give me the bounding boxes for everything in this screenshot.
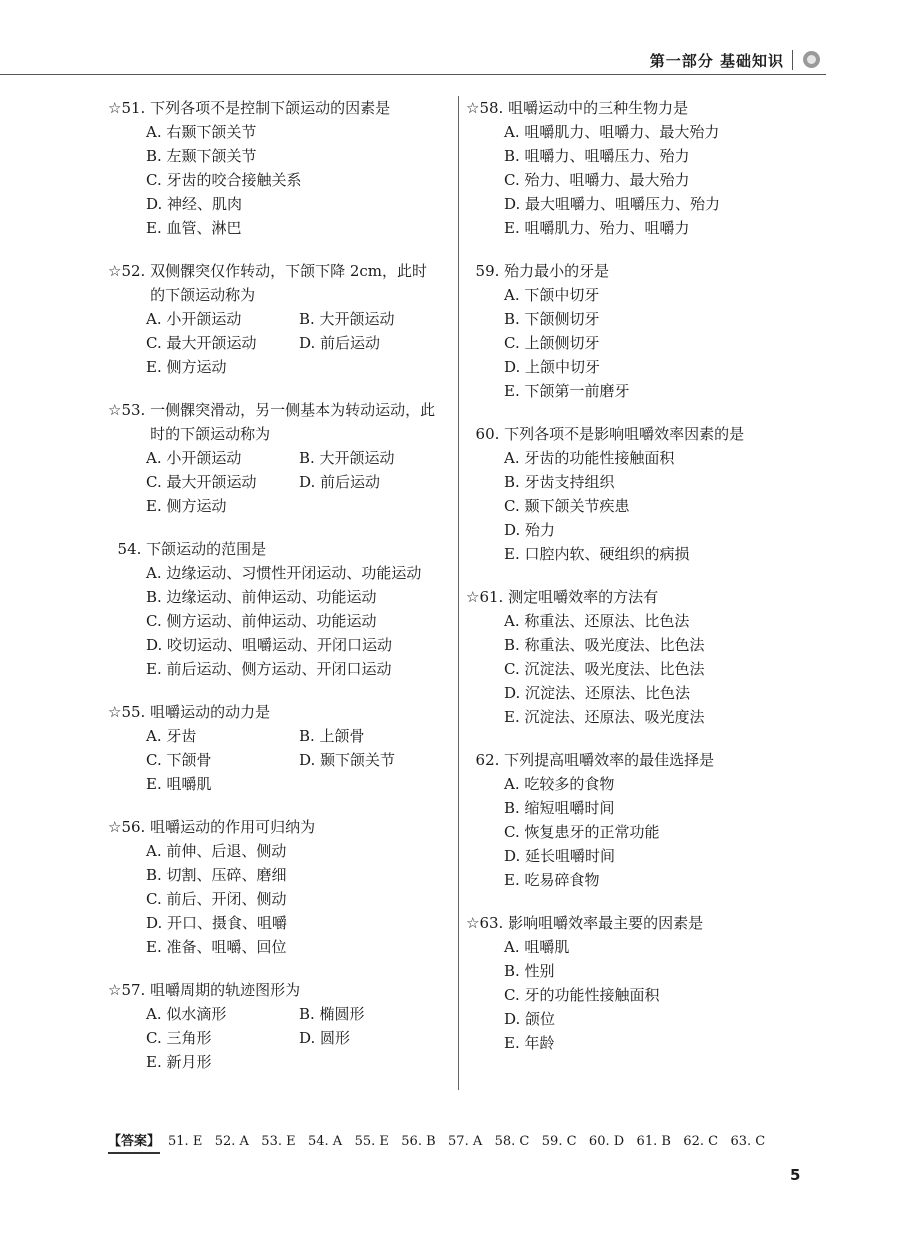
answer-option: E. 咀嚼肌力、殆力、咀嚼力 (504, 219, 690, 237)
question-number: ☆56. (108, 818, 151, 836)
answer-option: D. 咬切运动、咀嚼运动、开闭口运动 (146, 636, 393, 654)
question-item (108, 537, 438, 681)
answer-option: B. 上颌骨 (299, 727, 365, 745)
question-stem (108, 537, 438, 561)
answer-option: D. 最大咀嚼力、咀嚼压力、殆力 (504, 195, 721, 213)
section-title: 第一部分 基础知识 (649, 52, 784, 70)
question-item (108, 96, 438, 240)
question-number: ☆57. (108, 981, 151, 999)
question-number: ☆51. (108, 99, 151, 117)
option-list (466, 609, 796, 729)
answer-key (108, 1131, 818, 1153)
answer-option: E. 血管、淋巴 (146, 219, 242, 237)
answer-option: D. 延长咀嚼时间 (504, 847, 616, 865)
header-separator (792, 50, 794, 70)
answer-option: D. 前后运动 (299, 334, 381, 352)
answer-option: D. 上颌中切牙 (504, 358, 601, 376)
answer-key-values: 51. E 52. A 53. E 54. A 55. E 56. B 57. A 58. C 59. C 60. D 61. B 62. C 63. C (168, 1134, 766, 1149)
answer-option: B. 称重法、吸光度法、比色法 (504, 636, 705, 654)
question-number: 60. (466, 425, 505, 443)
answer-option: A. 小开颌运动 (146, 310, 242, 328)
section-badge-icon (803, 51, 820, 68)
question-number: ☆55. (108, 703, 151, 721)
answer-option: B. 下颌侧切牙 (504, 310, 600, 328)
answer-option: C. 侧方运动、前伸运动、功能运动 (146, 612, 377, 630)
answer-option: A. 称重法、还原法、比色法 (504, 612, 690, 630)
answer-option: A. 右颞下颌关节 (146, 123, 257, 141)
question-text: 咀嚼运动中的三种生物力是 (508, 99, 689, 117)
page-header (0, 46, 826, 75)
option-list (466, 446, 796, 566)
question-text: 下颌运动的范围是 (146, 540, 267, 558)
answer-option: A. 小开颌运动 (146, 449, 242, 467)
answer-option: E. 咀嚼肌 (146, 775, 212, 793)
answer-option: E. 前后运动、侧方运动、开闭口运动 (146, 660, 392, 678)
left-question-column (108, 96, 438, 1093)
answer-option: C. 下颌骨 (146, 751, 212, 769)
question-stem (466, 422, 796, 446)
question-text: 一侧髁突滑动，另一侧基本为转动运动，此时的下颌运动称为 (150, 401, 436, 443)
question-item (108, 815, 438, 959)
answer-option: E. 吃易碎食物 (504, 871, 600, 889)
answer-option: B. 左颞下颌关节 (146, 147, 257, 165)
answer-option: B. 缩短咀嚼时间 (504, 799, 615, 817)
option-list (108, 307, 438, 379)
answer-option: B. 咀嚼力、咀嚼压力、殆力 (504, 147, 690, 165)
question-item (466, 96, 796, 240)
page-number: 5 (790, 1166, 801, 1184)
column-divider (458, 96, 459, 1090)
question-text: 咀嚼周期的轨迹图形为 (150, 981, 301, 999)
question-number: ☆52. (108, 262, 151, 280)
option-list (108, 446, 438, 518)
option-list (108, 839, 438, 959)
option-list (466, 120, 796, 240)
answer-option: D. 沉淀法、还原法、比色法 (504, 684, 691, 702)
question-text: 咀嚼运动的作用可归纳为 (150, 818, 316, 836)
answer-option: D. 神经、肌肉 (146, 195, 243, 213)
question-text: 下列提高咀嚼效率的最佳选择是 (504, 751, 715, 769)
question-stem (466, 585, 796, 609)
answer-option: D. 颞下颌关节 (299, 751, 396, 769)
answer-option: E. 准备、咀嚼、回位 (146, 938, 287, 956)
answer-option: A. 边缘运动、习惯性开闭运动、功能运动 (146, 564, 422, 582)
answer-option: E. 年龄 (504, 1034, 555, 1052)
option-list (108, 561, 438, 681)
answer-option: D. 前后运动 (299, 473, 381, 491)
answer-option: C. 牙的功能性接触面积 (504, 986, 660, 1004)
question-stem (108, 815, 438, 839)
answer-option: A. 吃较多的食物 (504, 775, 615, 793)
question-item (466, 748, 796, 892)
option-list (466, 772, 796, 892)
answer-option: E. 口腔内软、硬组织的病损 (504, 545, 690, 563)
answer-option: B. 边缘运动、前伸运动、功能运动 (146, 588, 377, 606)
answer-option: B. 切割、压碎、磨细 (146, 866, 287, 884)
question-stem (108, 259, 438, 307)
answer-option: D. 开口、摄食、咀嚼 (146, 914, 288, 932)
question-text: 殆力最小的牙是 (504, 262, 610, 280)
answer-option: D. 圆形 (299, 1029, 351, 1047)
answer-option: C. 颞下颌关节疾患 (504, 497, 630, 515)
answer-option: B. 牙齿支持组织 (504, 473, 615, 491)
question-number: 59. (466, 262, 505, 280)
question-text: 双侧髁突仅作转动，下颌下降 2cm，此时的下颌运动称为 (150, 262, 428, 304)
answer-option: A. 咀嚼肌力、咀嚼力、最大殆力 (504, 123, 720, 141)
answer-option: B. 性别 (504, 962, 555, 980)
question-stem (108, 96, 438, 120)
answer-option: E. 新月形 (146, 1053, 212, 1071)
answer-option: C. 最大开颌运动 (146, 334, 257, 352)
answer-option: B. 大开颌运动 (299, 449, 395, 467)
question-item (108, 259, 438, 379)
question-text: 下列各项不是控制下颌运动的因素是 (150, 99, 391, 117)
question-item (466, 585, 796, 729)
answer-option: A. 前伸、后退、侧动 (146, 842, 287, 860)
question-text: 下列各项不是影响咀嚼效率因素的是 (504, 425, 745, 443)
answer-option: C. 上颌侧切牙 (504, 334, 600, 352)
answer-option: C. 最大开颌运动 (146, 473, 257, 491)
question-stem (466, 911, 796, 935)
answer-option: E. 下颌第一前磨牙 (504, 382, 630, 400)
option-list (466, 935, 796, 1055)
answer-option: A. 似水滴形 (146, 1005, 227, 1023)
answer-option: A. 咀嚼肌 (504, 938, 570, 956)
answer-option: C. 沉淀法、吸光度法、比色法 (504, 660, 705, 678)
question-text: 咀嚼运动的动力是 (150, 703, 271, 721)
question-number: 54. (108, 540, 147, 558)
question-number: 62. (466, 751, 505, 769)
question-item (466, 911, 796, 1055)
question-item (466, 422, 796, 566)
question-number: ☆61. (466, 588, 509, 606)
question-item (108, 978, 438, 1074)
option-list (466, 283, 796, 403)
question-text: 测定咀嚼效率的方法有 (508, 588, 659, 606)
answer-option: E. 沉淀法、还原法、吸光度法 (504, 708, 705, 726)
question-item (108, 700, 438, 796)
option-list (108, 724, 438, 796)
answer-option: A. 下颌中切牙 (504, 286, 600, 304)
question-item (108, 398, 438, 518)
question-stem (466, 748, 796, 772)
option-list (108, 1002, 438, 1074)
question-stem (108, 700, 438, 724)
answer-option: E. 侧方运动 (146, 358, 227, 376)
answer-option: D. 殆力 (504, 521, 556, 539)
right-question-column (466, 96, 796, 1074)
question-number: ☆58. (466, 99, 509, 117)
answer-option: D. 颌位 (504, 1010, 556, 1028)
answer-option: C. 前后、开闭、侧动 (146, 890, 287, 908)
answer-option: C. 三角形 (146, 1029, 212, 1047)
answer-option: B. 大开颌运动 (299, 310, 395, 328)
question-number: ☆53. (108, 401, 151, 419)
option-list (108, 120, 438, 240)
question-text: 影响咀嚼效率最主要的因素是 (508, 914, 704, 932)
answer-key-label: 【答案】 (108, 1132, 160, 1154)
answer-option: C. 牙齿的咬合接触关系 (146, 171, 302, 189)
question-stem (466, 96, 796, 120)
answer-option: B. 椭圆形 (299, 1005, 365, 1023)
answer-option: A. 牙齿 (146, 727, 197, 745)
answer-option: A. 牙齿的功能性接触面积 (504, 449, 675, 467)
question-item (466, 259, 796, 403)
question-stem (108, 398, 438, 446)
answer-option: E. 侧方运动 (146, 497, 227, 515)
answer-option: C. 殆力、咀嚼力、最大殆力 (504, 171, 690, 189)
answer-option: C. 恢复患牙的正常功能 (504, 823, 660, 841)
question-stem (108, 978, 438, 1002)
question-number: ☆63. (466, 914, 509, 932)
question-stem (466, 259, 796, 283)
